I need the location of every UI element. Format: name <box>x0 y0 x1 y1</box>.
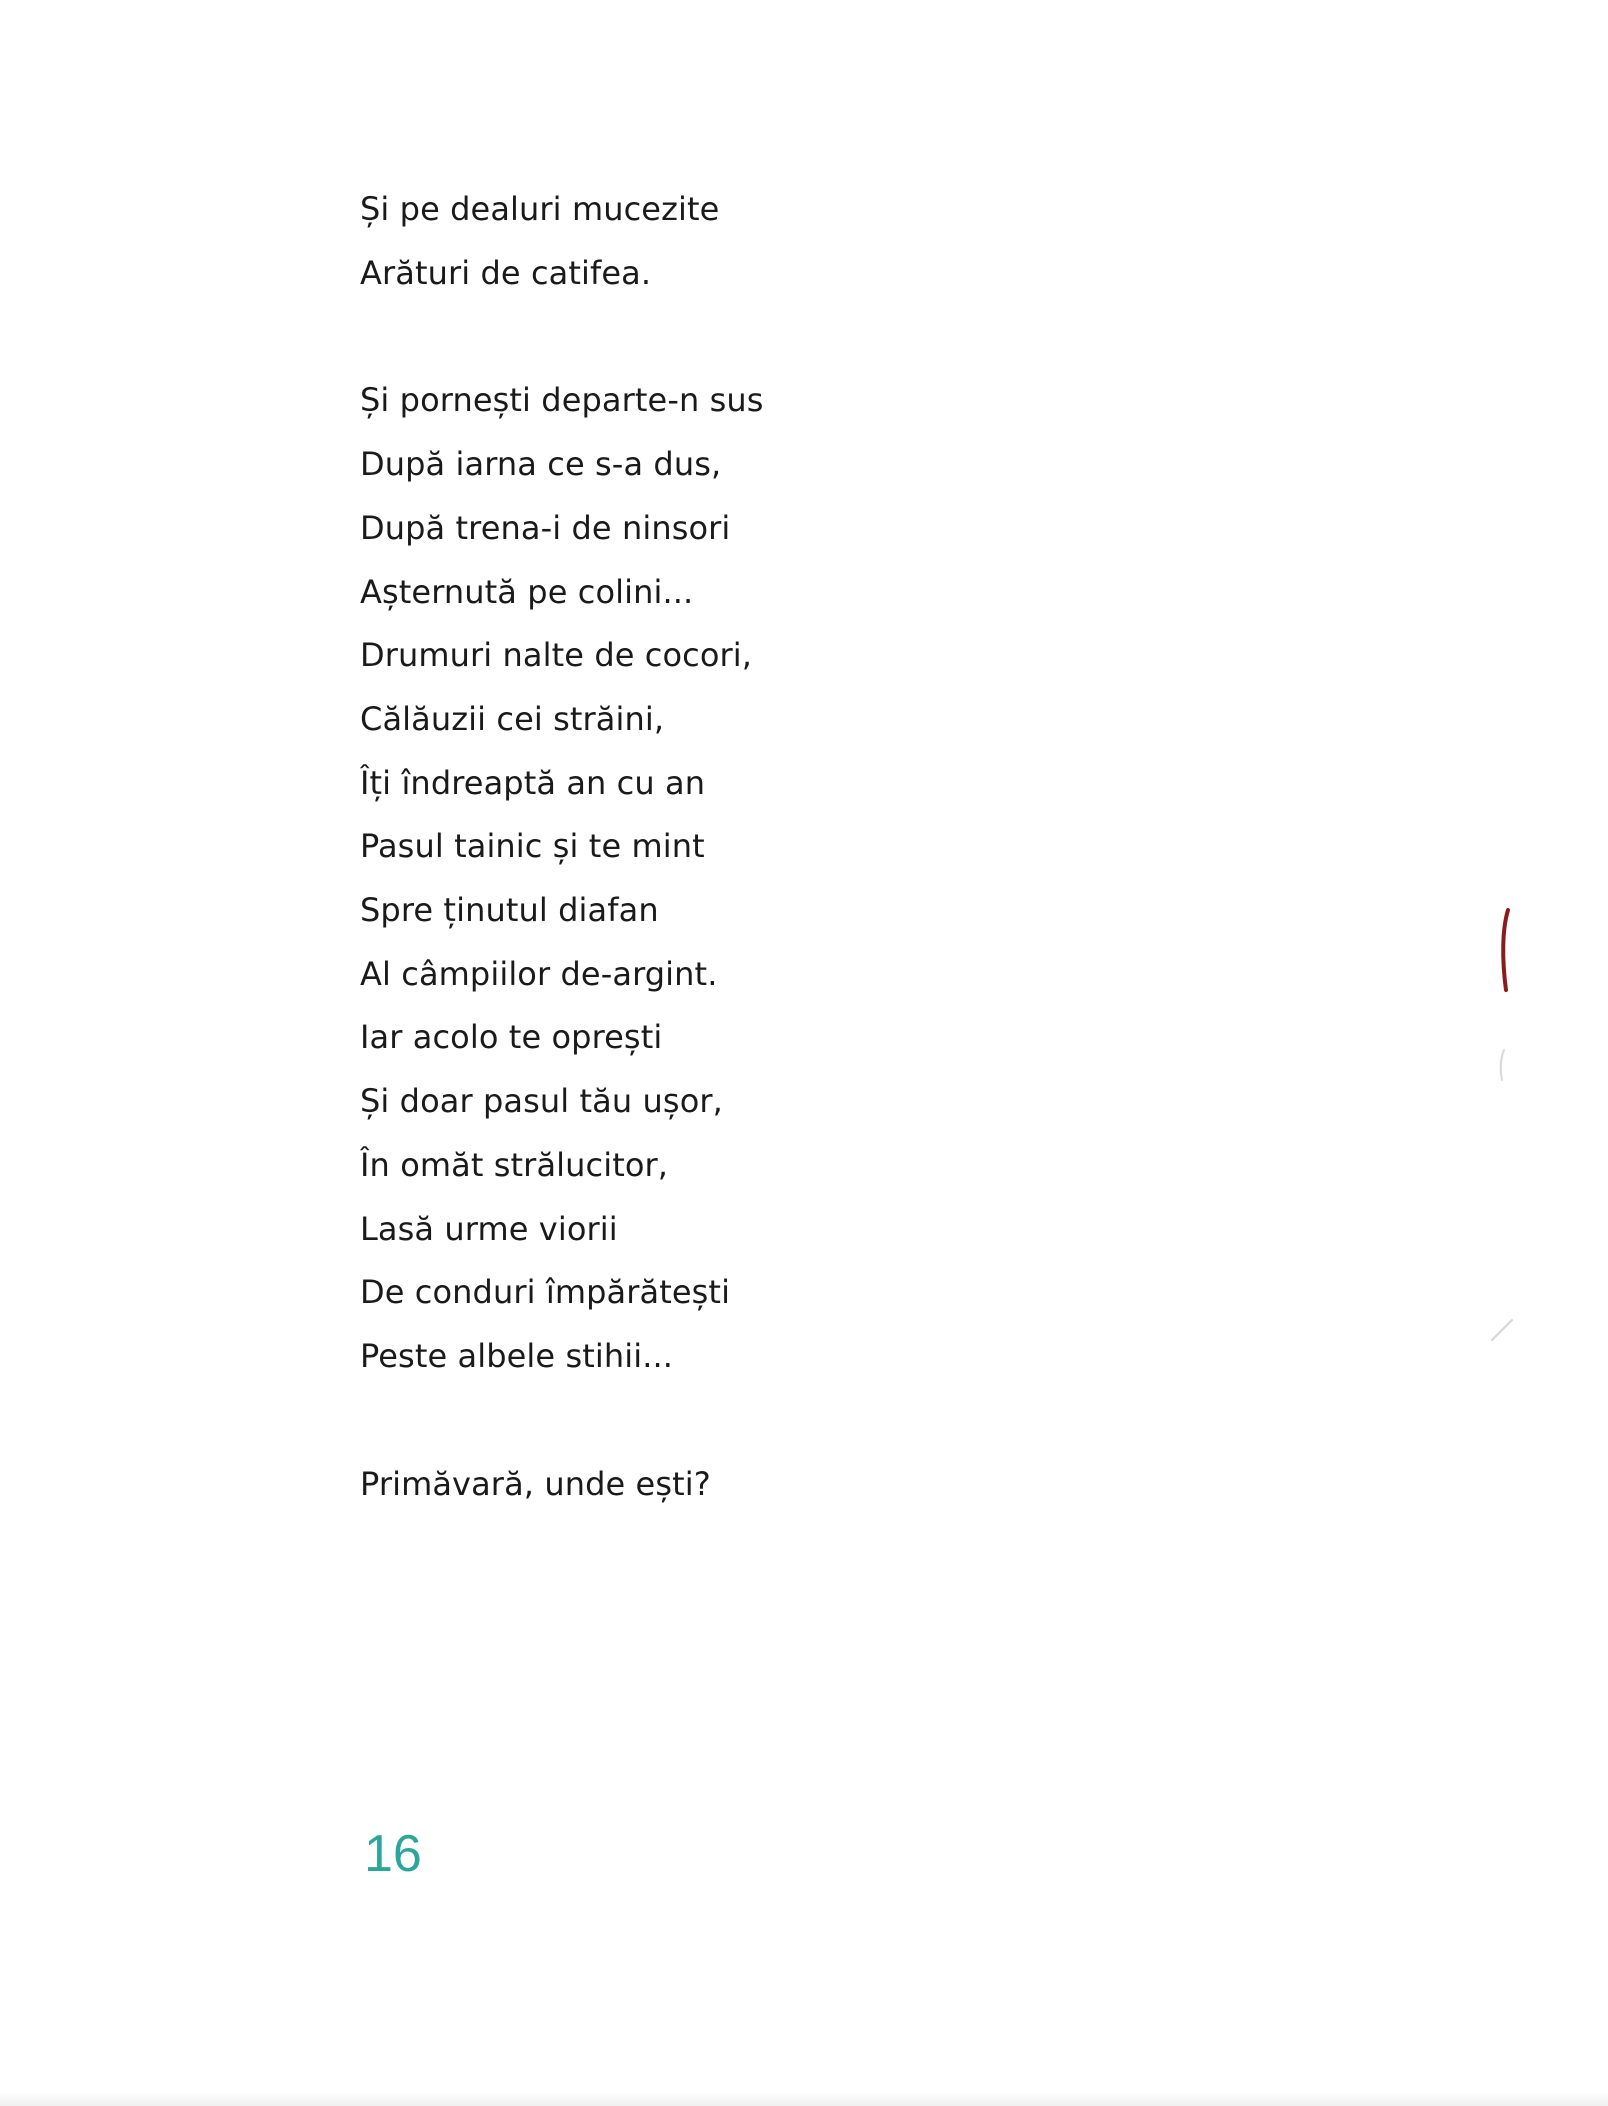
poem-line: De conduri împărătești <box>360 1273 731 1312</box>
stanza <box>360 178 1060 305</box>
poem-line: Al câmpiilor de-argint. <box>360 954 718 993</box>
poem-line: Și pornești departe-n sus <box>360 381 764 420</box>
poem-line: După trena-i de ninsori <box>360 508 731 547</box>
poem-line: Primăvară, unde ești? <box>360 1464 711 1503</box>
poem-text <box>360 178 1060 1580</box>
grey-line-stroke <box>1492 1320 1512 1340</box>
poem-line: Drumuri nalte de cocori, <box>360 636 753 675</box>
poem-line: Călăuzii cei străini, <box>360 699 665 738</box>
grey-curve-stroke <box>1501 1050 1504 1080</box>
poem-line: Spre ținutul diafan <box>360 891 659 930</box>
poem-line: Și doar pasul tău ușor, <box>360 1082 723 1121</box>
poem-line: Și pe dealuri mucezite <box>360 190 720 228</box>
poem-line: Peste albele stihii... <box>360 1336 674 1375</box>
red-brush-stroke <box>1503 910 1508 990</box>
stanza <box>360 369 1060 1388</box>
poem-line: Lasă urme viorii <box>360 1209 618 1248</box>
stanza <box>360 1453 1060 1517</box>
poem-line: Așternută pe colini... <box>360 572 694 611</box>
decorative-illustration-edge <box>1480 880 1520 1360</box>
poem-line: Îți îndreaptă an cu an <box>360 763 706 802</box>
poem-line: În omăt strălucitor, <box>360 1145 669 1184</box>
page-bottom-edge <box>0 2092 1608 2106</box>
page-number: 16 <box>364 1825 422 1883</box>
poem-line: Pasul tainic și te mint <box>360 827 705 866</box>
poem-line: După iarna ce s-a dus, <box>360 445 722 484</box>
poem-line: Iar acolo te oprești <box>360 1018 663 1057</box>
poem-line: Arături de catifea. <box>360 253 652 292</box>
